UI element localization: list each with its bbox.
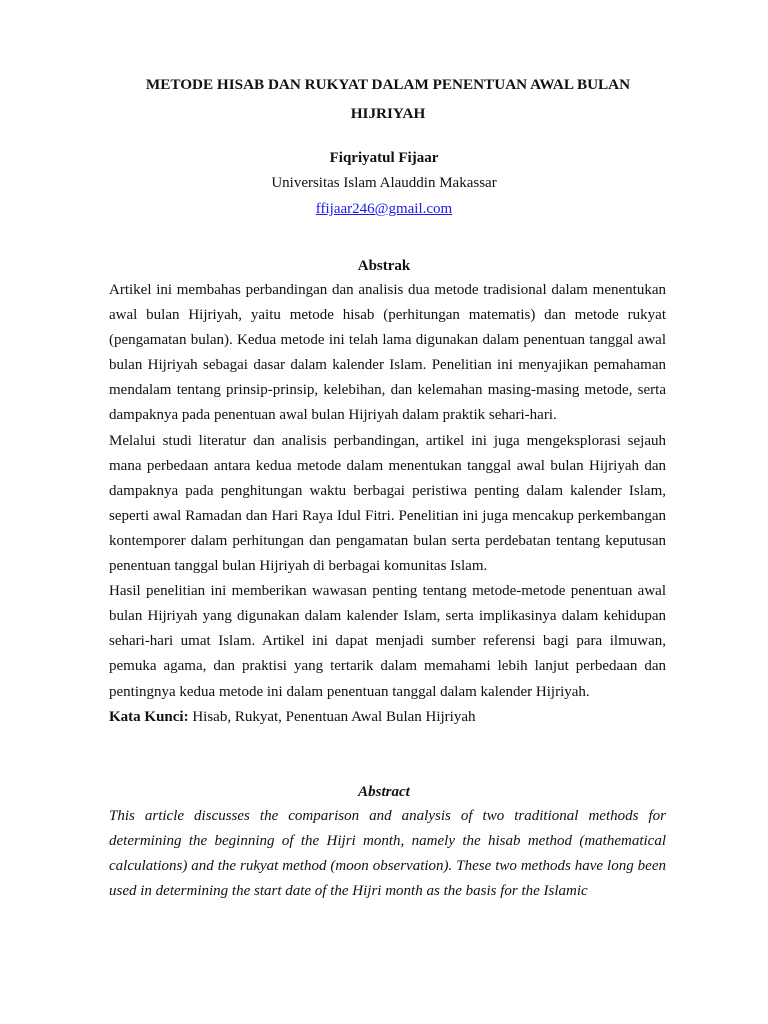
- abstrak-body: [109, 278, 666, 730]
- keywords-line: [109, 705, 666, 730]
- abstrak-paragraph: Melalui studi literatur dan analisis perbandingan, artikel ini juga mengeksplorasi sejauh mana perbedaan antara kedua metode dalam menentukan tanggal awal bulan Hijriyah dan dampaknya pada penghitungan waktu berbagai peristiwa penting dalam kalender Islam, seperti awal Ramadan dan Hari Raya Idul Fitri. Penelitian ini juga mencakup perkembangan kontemporer dalam perhitungan dan pengamatan bulan serta perdebatan tentang keputusan penentuan tanggal bulan Hijriyah di berbagai komunitas Islam.: [109, 432, 666, 575]
- author-email-line: [0, 199, 768, 219]
- paper-title: METODE HISAB DAN RUKYAT DALAM PENENTUAN AWAL BULAN HIJRIYAH: [145, 76, 631, 122]
- author-email-link[interactable]: ffijaar246@gmail.com: [315, 201, 453, 217]
- abstract-body: [109, 804, 666, 904]
- abstrak-paragraph: Hasil penelitian ini memberikan wawasan penting tentang metode-metode penentuan awal bulan Hijriyah yang digunakan dalam kalender Islam, serta implikasinya dalam kehidupan sehari-hari umat Islam. Artikel ini dapat menjadi sumber referensi bagi para ilmuwan, pemuka agama, dan praktisi yang tertarik dalam memahami lebih lanjut perbedaan dan pentingnya kedua metode ini dalam penentuan tanggal dalam kalender Hijriyah.: [109, 583, 666, 700]
- abstrak-paragraph: Artikel ini membahas perbandingan dan analisis dua metode tradisional dalam menentukan awal bulan Hijriyah, yaitu metode hisab (perhitungan matematis) dan metode rukyat (pengamatan bulan). Kedua metode ini telah lama digunakan dalam penentuan tanggal awal bulan Hijriyah sebagai dasar dalam kalender Islam. Penelitian ini menyajikan pemahaman mendalam tentang prinsip-prinsip, kelebihan, dan kelemahan masing-masing metode, serta dampaknya pada penentuan awal bulan Hijriyah dalam praktik sehari-hari.: [109, 282, 666, 424]
- abstrak-heading: Abstrak: [357, 258, 411, 274]
- keywords-value: Hisab, Rukyat, Penentuan Awal Bulan Hijriyah: [192, 708, 476, 725]
- abstract-heading: Abstract: [358, 784, 410, 800]
- keywords-label: Kata Kunci:: [109, 708, 189, 725]
- abstract-paragraph: This article discusses the comparison and analysis of two traditional methods for determining the beginning of the Hijri month, namely the hisab method (mathematical calculations) and the rukyat method (moon observation). These two methods have long been used in determining the start date of the Hijri month as the basis for the Islamic: [109, 808, 666, 900]
- author-affiliation: Universitas Islam Alauddin Makassar: [271, 175, 497, 191]
- author-name: Fiqriyatul Fijaar: [329, 150, 439, 166]
